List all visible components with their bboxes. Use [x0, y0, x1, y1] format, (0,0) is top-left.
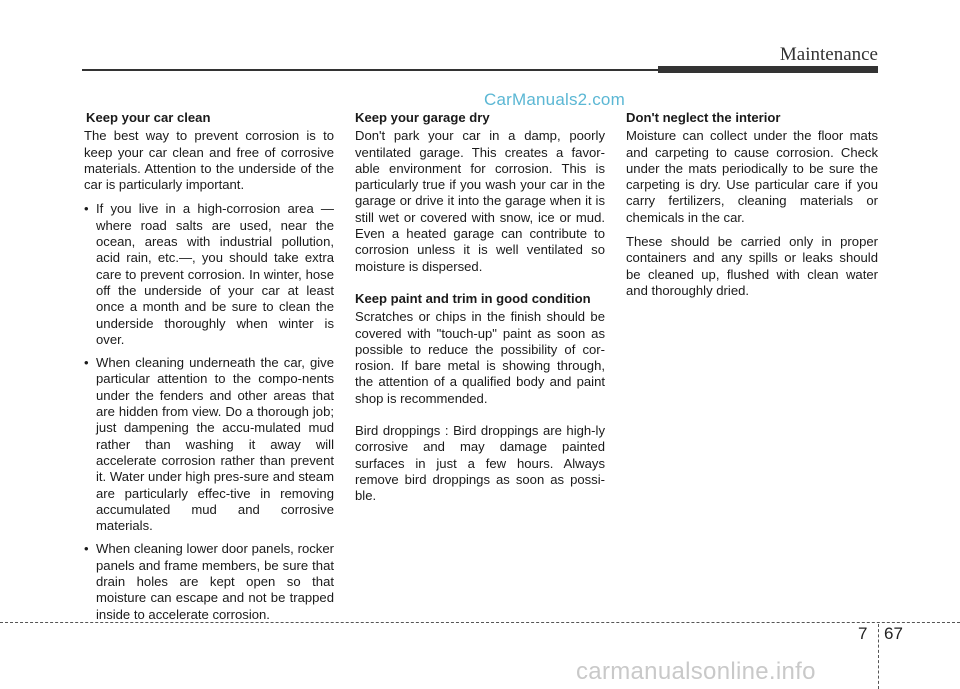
paragraph-containers: These should be carried only in proper containers and any spills or leaks should be cleaned up, flushed with clean water and thoroughly dried. [626, 234, 878, 298]
paragraph-moisture: Moisture can collect under the floor mats and carpeting to cause corrosion. Check under the mats periodically to be sure the carpeting is dry. Use particular care if you carry fertilizers, cleaning materials or chemicals in the car. [626, 128, 878, 225]
footer-dashed-rule [0, 622, 960, 623]
paragraph-intro: The best way to prevent corrosion is to keep your car clean and free of corrosive materials. Attention to the underside of the car is particularly important. [84, 128, 334, 193]
paragraph-garage: Don't park your car in a damp, poorly ventilated garage. This creates a favor-able environment for corrosion. This is particularly true if you wash your car in the garage or drive it into the garage when it is still wet or covered with snow, ice or mud. Even a heated garage can contribute to corrosion unless it is well ventilated so moisture is dispersed. [355, 128, 605, 274]
spacer [355, 415, 605, 423]
bullet-icon: • [84, 201, 89, 217]
list-item-text: If you live in a high-corrosion area — where road salts are used, near the ocean, areas with industrial pollution, acid rain, etc.—, you should take extra care to prevent corrosion. In winter, hose off the underside of your car at least once a month and be sure to clean the underside thoroughly when winter is over. [96, 201, 334, 347]
paragraph-paint: Scratches or chips in the finish should be covered with "touch-up" paint as soon as possible to reduce the possibility of cor-rosion. If bare metal is showing through, the attention of a qualified body and paint shop is recommended. [355, 309, 605, 406]
spacer [355, 283, 605, 291]
footer-page-separator [878, 624, 879, 689]
heading-keep-garage-dry: Keep your garage dry [355, 110, 490, 125]
heading-keep-car-clean: Keep your car clean [86, 110, 211, 125]
column-interior [626, 110, 878, 307]
bullet-icon: • [84, 541, 89, 557]
paragraph-bird-droppings: Bird droppings : Bird droppings are high-ly corrosive and may damage painted surfaces in just a few hours. Always remove bird droppings as soon as possi-ble. [355, 423, 605, 504]
header-rule-thin [82, 69, 658, 71]
bullet-list [84, 201, 334, 622]
header-rule-thick [658, 66, 878, 73]
list-item [84, 355, 334, 534]
list-item [84, 201, 334, 348]
bullet-icon: • [84, 355, 89, 371]
page-number: 67 [884, 624, 903, 643]
watermark-top-link[interactable]: CarManuals2.com [484, 90, 625, 109]
list-item-text: When cleaning lower door panels, rocker panels and frame members, be sure that drain holes are kept open so that moisture can escape and not be trapped inside to accelerate corrosion. [96, 541, 334, 622]
column-keep-car-clean [84, 110, 334, 630]
list-item-text: When cleaning underneath the car, give particular attention to the compo-nents under the fenders and other areas that are hidden from view. Do a thorough job; just dampening the accu-mulated mud rather than washing it away will accelerate corrosion rather than prevent it. Water under high pres-sure and steam are particularly effec-tive in removing accumulated mud and corrosive materials. [96, 355, 334, 534]
heading-interior: Don't neglect the interior [626, 110, 781, 125]
section-title: Maintenance [779, 44, 878, 65]
chapter-number: 7 [858, 624, 868, 643]
list-item [84, 541, 334, 622]
watermark-bottom-link[interactable]: carmanualsonline.info [576, 658, 816, 685]
column-garage-and-paint [355, 110, 605, 513]
heading-paint-trim: Keep paint and trim in good condition [355, 290, 591, 306]
